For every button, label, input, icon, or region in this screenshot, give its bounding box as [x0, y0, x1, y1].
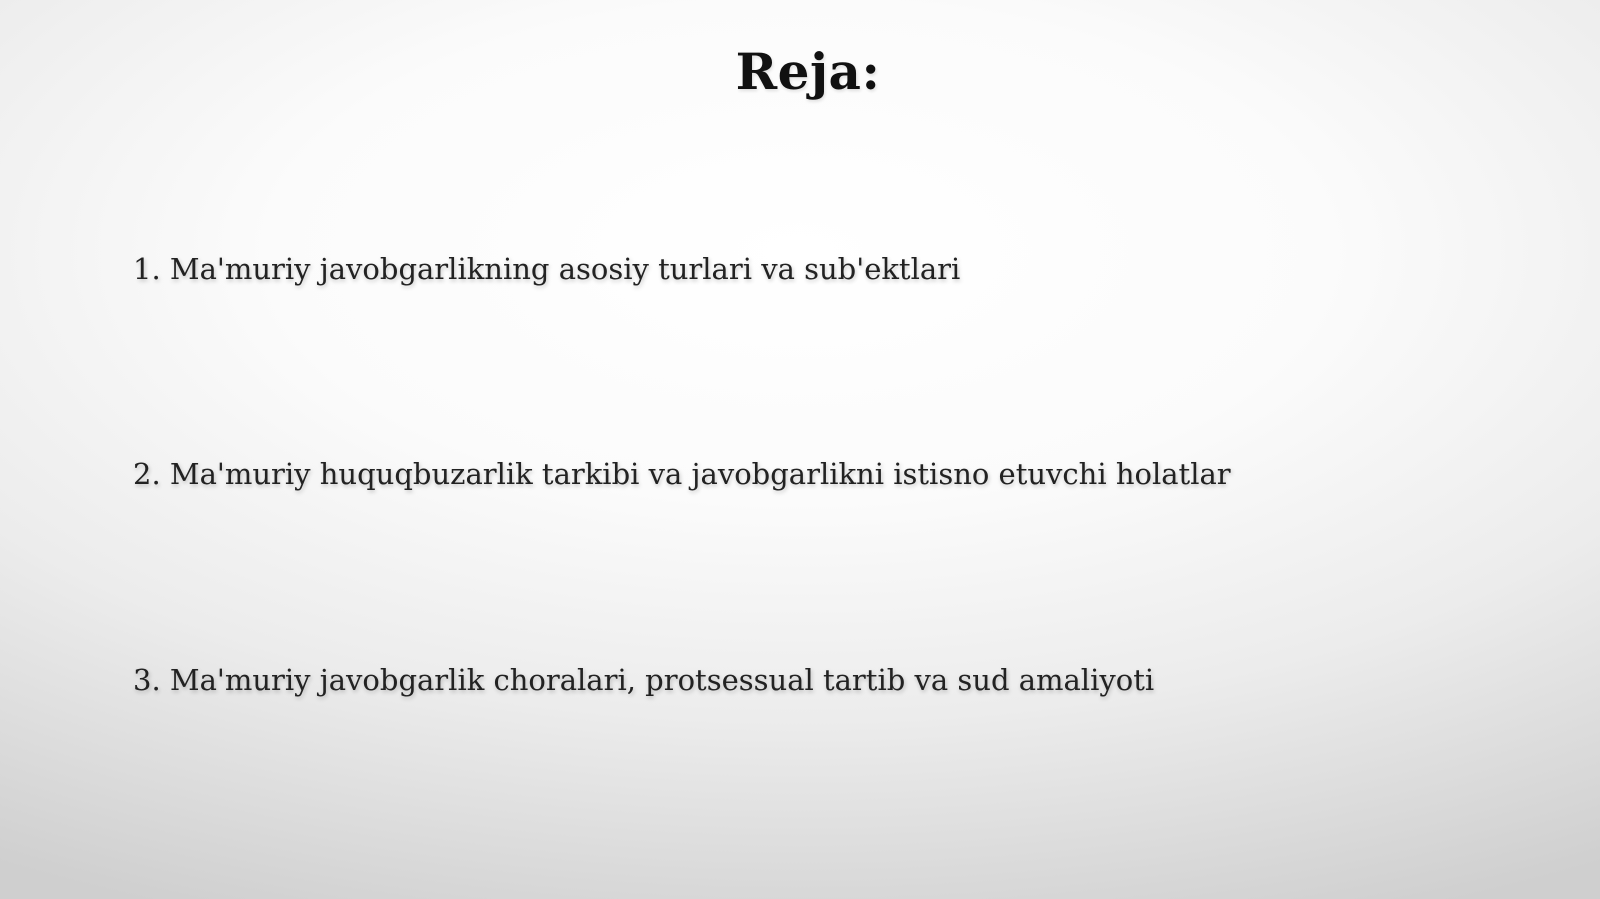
plan-item-3: 3. Ma'muriy javobgarlik choralari, protsessual tartib va sud amaliyoti [133, 663, 1155, 697]
plan-item-1: 1. Ma'muriy javobgarlikning asosiy turlari va sub'ektlari [133, 252, 961, 286]
slide-title: Reja: [735, 42, 881, 101]
plan-item-2: 2. Ma'muriy huquqbuzarlik tarkibi va javobgarlikni istisno etuvchi holatlar [133, 457, 1231, 491]
